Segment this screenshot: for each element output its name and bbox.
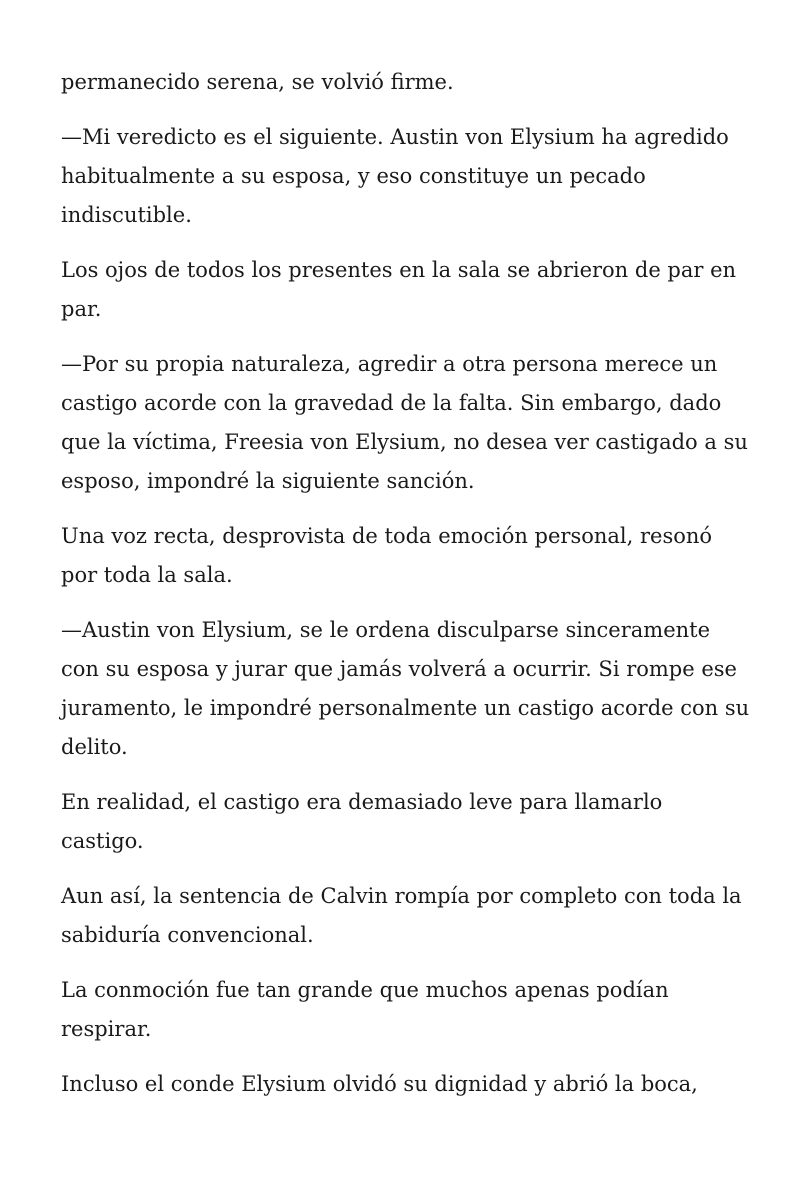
- paragraph: Aun así, la sentencia de Calvin rompía por completo con toda la sabiduría convencional.: [61, 884, 742, 947]
- paragraph: Los ojos de todos los presentes en la sala se abrieron de par en par.: [61, 258, 737, 321]
- paragraph: En realidad, el castigo era demasiado leve para llamarlo castigo.: [61, 790, 663, 853]
- paragraph: —Austin von Elysium, se le ordena disculparse sinceramente con su esposa y jurar que jamás volverá a ocurrir. Si rompe ese juramento, le impondré personalmente un castigo acorde con su delito.: [61, 618, 750, 759]
- paragraph: Incluso el conde Elysium olvidó su dignidad y abrió la boca,: [61, 1072, 698, 1096]
- reader-page: [61, 63, 751, 1120]
- paragraph: Una voz recta, desprovista de toda emoción personal, resonó por toda la sala.: [61, 524, 713, 587]
- paragraph: permanecido serena, se volvió firme.: [61, 70, 454, 94]
- paragraph: La conmoción fue tan grande que muchos apenas podían respirar.: [61, 978, 669, 1041]
- paragraph: —Por su propia naturaleza, agredir a otra persona merece un castigo acorde con la gravedad de la falta. Sin embargo, dado que la víctima, Freesia von Elysium, no desea ver castigado a su esposo, impondré la siguiente sanción.: [61, 352, 748, 493]
- paragraph: —Mi veredicto es el siguiente. Austin von Elysium ha agredido habitualmente a su esposa, y eso constituye un pecado indiscutible.: [61, 125, 729, 227]
